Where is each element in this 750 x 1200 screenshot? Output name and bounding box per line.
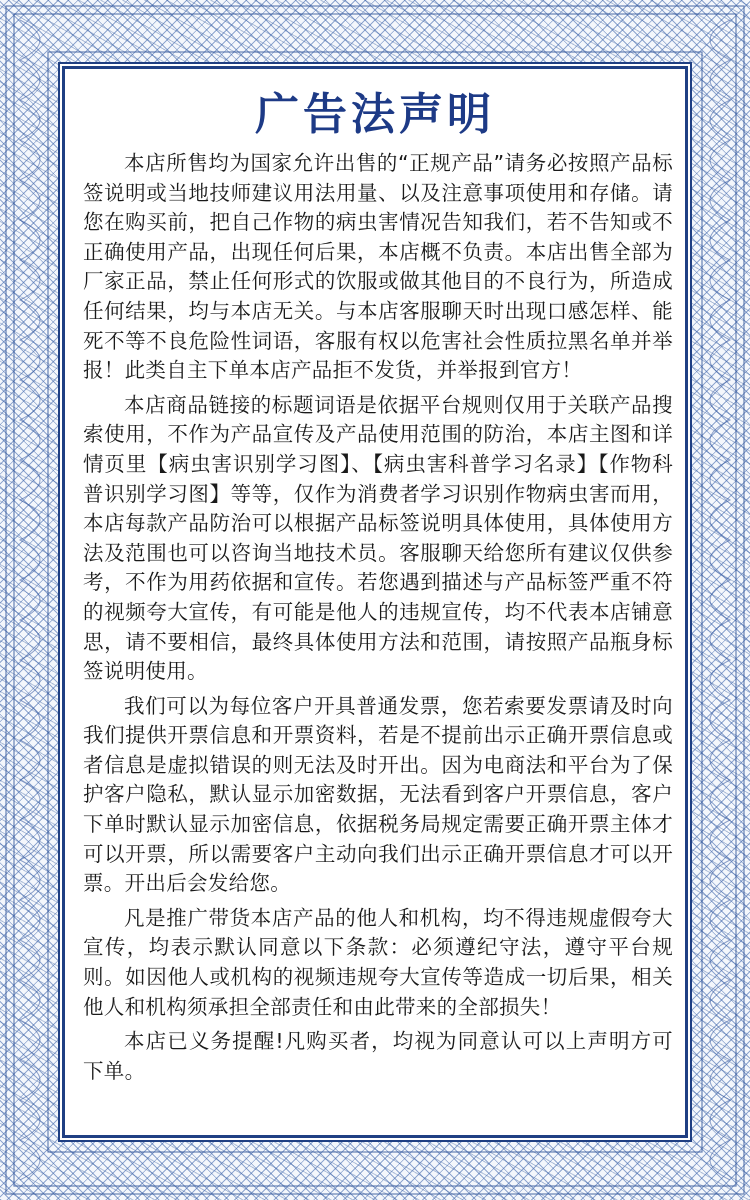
declaration-body [65,149,685,1086]
declaration-panel [62,66,688,1138]
paragraph-listing-titles: 本店商品链接的标题词语是依据平台规则仅用于关联产品搜索使用，不作为产品宣传及产品使用范围的防治，本店主图和详情页里【病虫害识别学习图】、【病虫害科普学习名录】【作物科普识别学习图】等等，仅作为消费者学习识别作物病虫害而用，本店每款产品防治可以根据产品标签说明具体使用，具体使用方法及范围也可以咨询当地技术员。客服聊天给您所有建议仅供参考，不作为用药依据和宣传。若您遇到描述与产品标签严重不符的视频夸大宣传，有可能是他人的违规宣传，均不代表本店铺意思，请不要相信，最终具体使用方法和范围，请按照产品瓶身标签说明使用。 [83,392,673,684]
paragraph-product-usage: 本店所售均为国家允许出售的“正规产品”请务必按照产品标签说明或当地技师建议用法用量、以及注意事项使用和存储。请您在购买前，把自己作物的病虫害情况告知我们，若不告知或不正确使用产品，出现任何后果，本店概不负责。本店出售全部为厂家正品，禁止任何形式的饮服或做其他目的不良行为，所造成任何结果，均与本店无关。与本店客服聊天时出现口感怎样、能死不等不良危险性词语，客服有权以危害社会性质拉黑名单并举报！此类自主下单本店产品拒不发货，并举报到官方！ [83,151,673,383]
paragraph-reminder: 本店已义务提醒!凡购买者，均视为同意认可以上声明方可下单。 [83,1029,673,1083]
paragraph-promoters: 凡是推广带货本店产品的他人和机构，均不得违规虚假夸大宣传，均表示默认同意以下条款：必须遵纪守法，遵守平台规则。如因他人或机构的视频违规夸大宣传等造成一切后果，相关他人和机构须承担全部责任和由此带来的全部损失！ [83,905,673,1019]
paragraph-invoice: 我们可以为每位客户开具普通发票，您若索要发票请及时向我们提供开票信息和开票资料，若是不提前出示正确开票信息或者信息是虚拟错误的则无法及时开出。因为电商法和平台为了保护客户隐私，默认显示加密数据，无法看到客户开票信息，客户下单时默认显示加密信息，依据税务局规定需要正确开票主体才可以开票，所以需要客户主动向我们出示正确开票信息才可以开票。开出后会发给您。 [83,693,673,896]
page-title: 广告法声明 [255,89,495,140]
